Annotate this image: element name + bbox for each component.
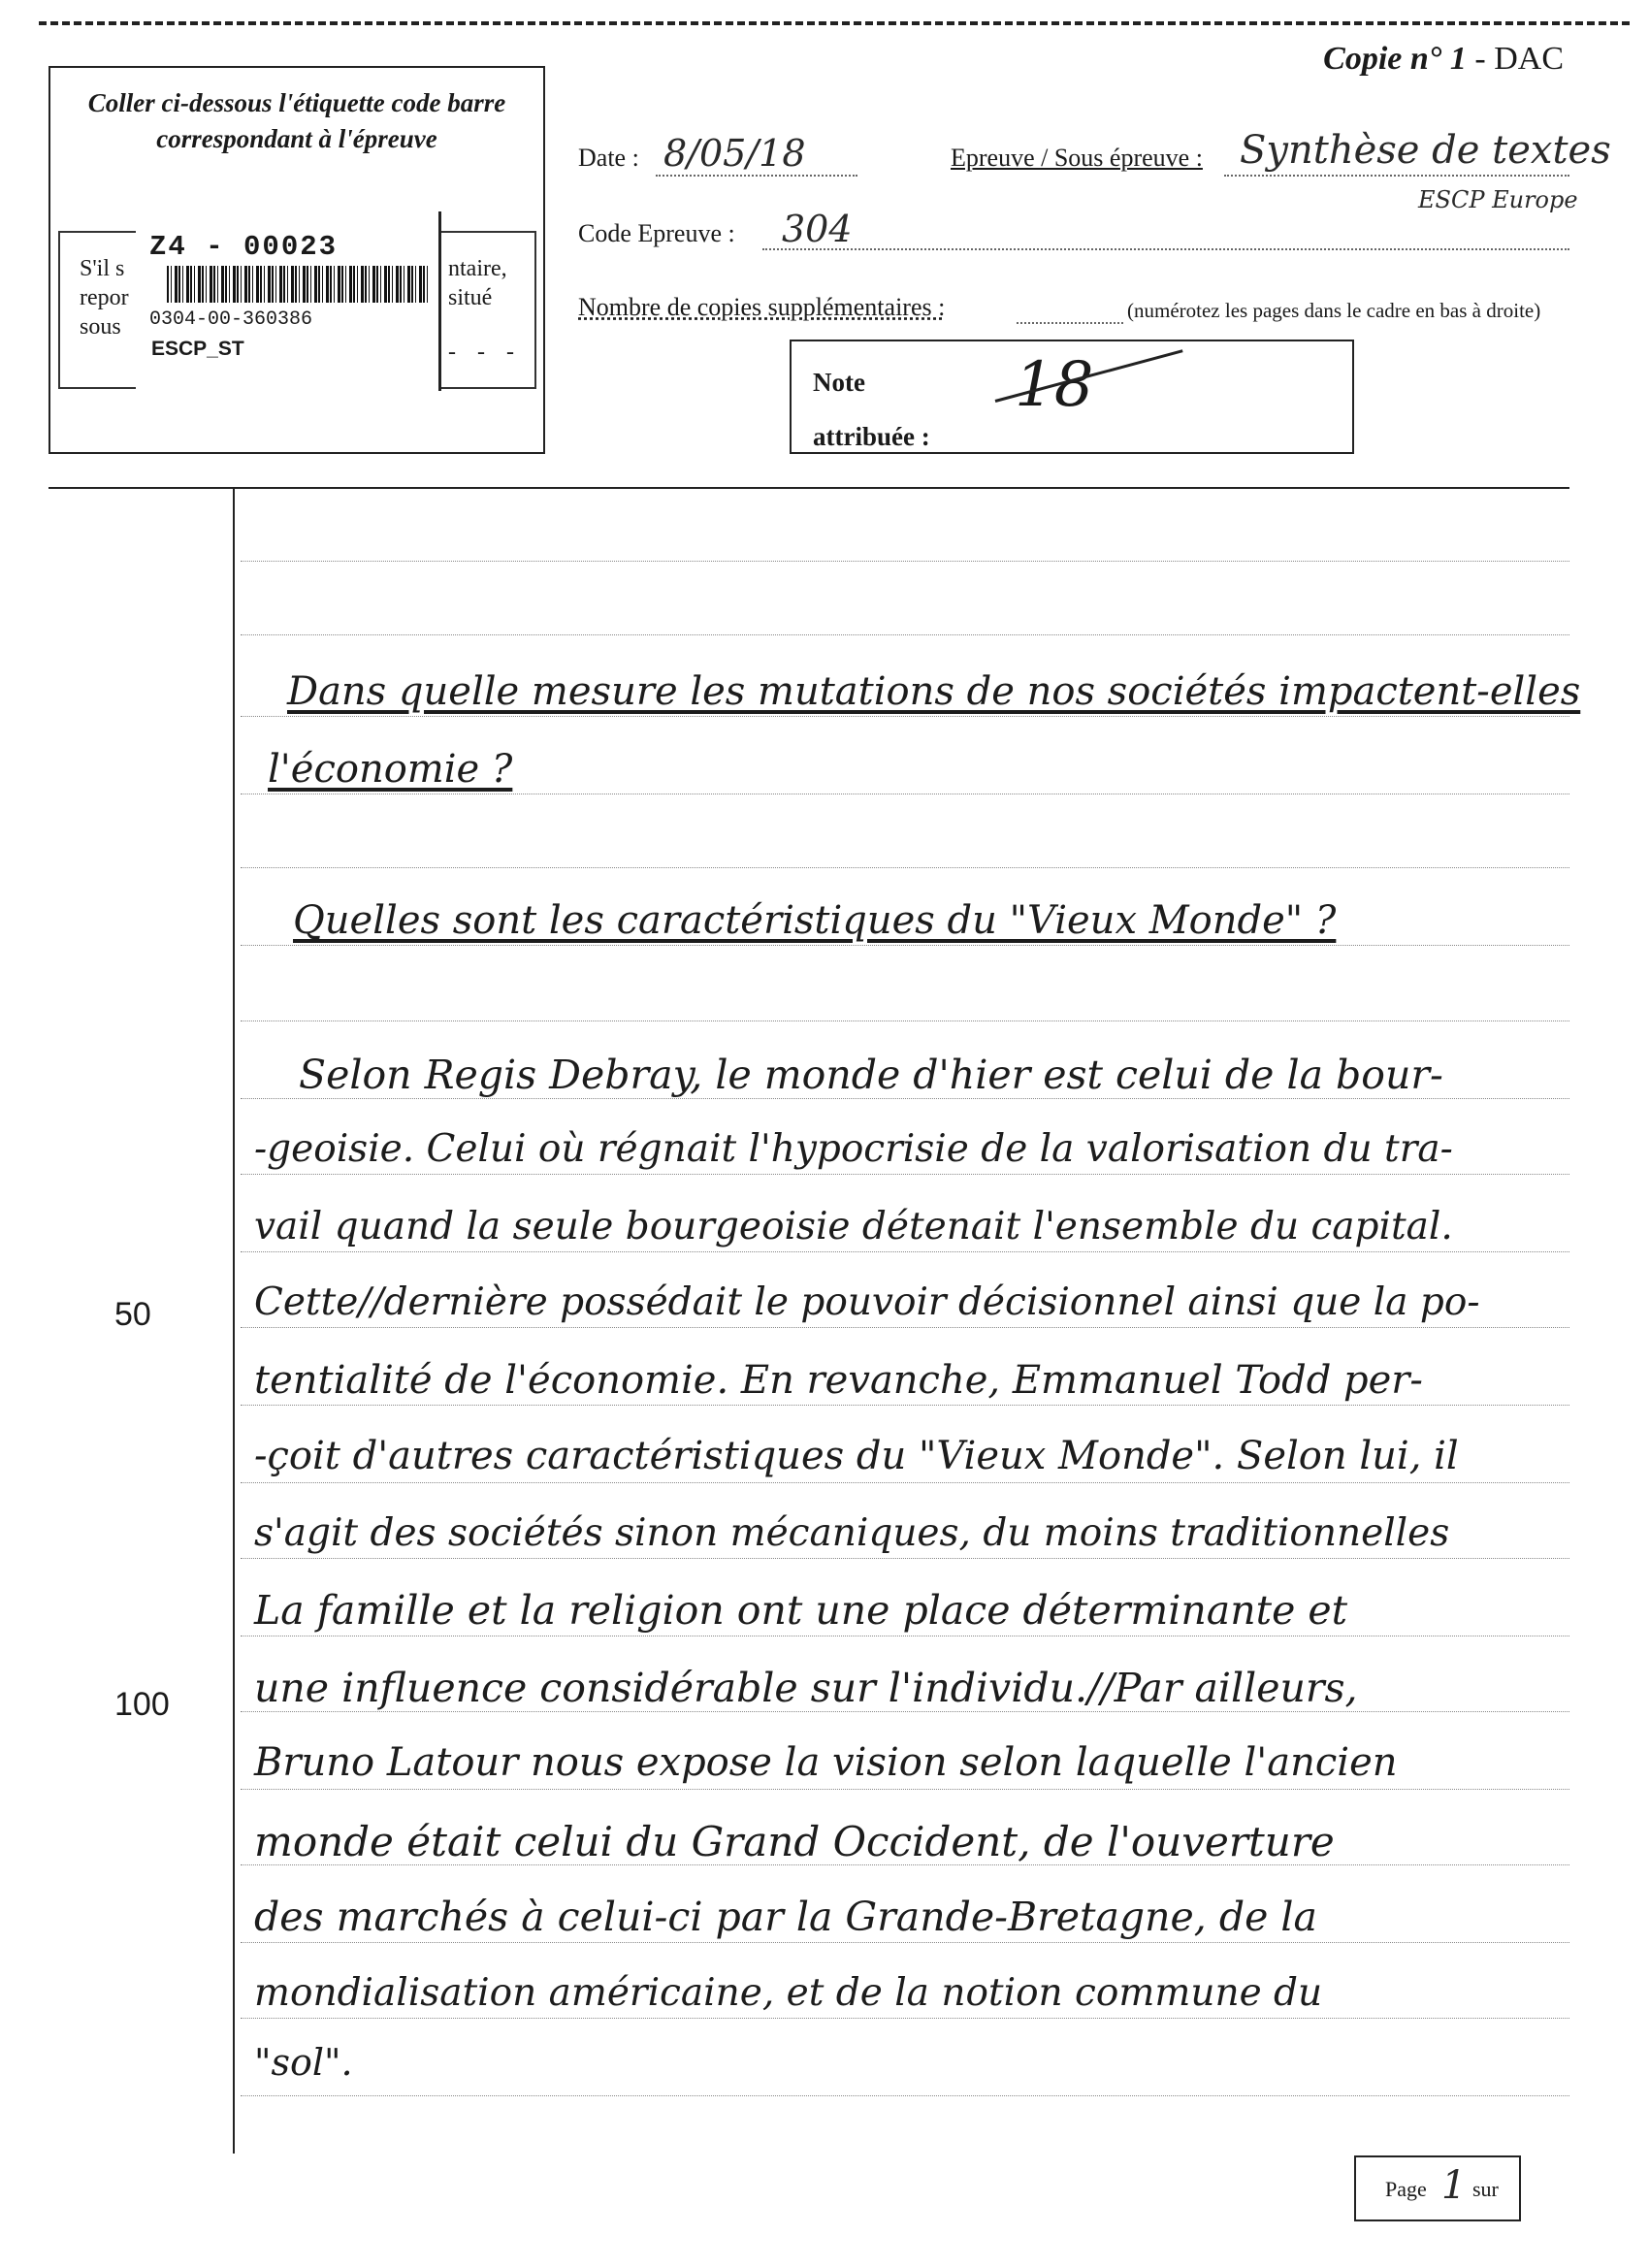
ruled-line <box>241 2018 1569 2019</box>
sur-label: sur <box>1472 2177 1499 2201</box>
essay-subtitle: Quelles sont les caractéristiques du "Vieux Monde" ? <box>293 898 1337 943</box>
essay-title-line1: Dans quelle mesure les mutations de nos sociétés impactent-elles <box>287 669 1581 714</box>
page-label: Page <box>1385 2177 1427 2201</box>
sticker-number: 0304-00-360386 <box>149 308 313 331</box>
code-dotline <box>762 248 1569 250</box>
page-number-box <box>1354 2155 1521 2221</box>
label-instructions: Coller ci-dessous l'étiquette code barre correspondant à l'épreuve <box>87 88 506 153</box>
sticker-school: ESCP_ST <box>151 338 244 360</box>
essay-line: Selon Regis Debray, le monde d'hier est celui de la bour- <box>299 1052 1443 1098</box>
ruled-line <box>241 867 1569 868</box>
essay-line: "sol". <box>254 2041 353 2084</box>
sticker-dashes: - - - <box>448 340 522 365</box>
essay-line: Bruno Latour nous expose la vision selon laquelle l'ancien <box>254 1740 1398 1785</box>
essay-line: Cette//dernière possédait le pouvoir décisionnel ainsi que la po- <box>254 1280 1480 1324</box>
code-value: 304 <box>782 208 853 250</box>
hidden-instructions-right: ntaire, situé <box>448 256 507 310</box>
ruled-line <box>241 561 1569 562</box>
page-number: 1 <box>1441 2163 1467 2208</box>
grade-box <box>790 340 1354 454</box>
margin-line <box>233 487 235 2154</box>
essay-line: mondialisation américaine, et de la notion commune du <box>254 1971 1323 2015</box>
essay-line: -geoisie. Celui où régnait l'hypocrisie de la valorisation du tra- <box>254 1127 1453 1171</box>
ruled-line <box>241 1482 1569 1483</box>
ruled-line <box>241 1711 1569 1712</box>
margin-count-50: 50 <box>114 1296 151 1333</box>
copies-label: Nombre de copies supplémentaires : <box>578 293 946 321</box>
epreuve-label: Epreuve / Sous épreuve : <box>951 144 1203 172</box>
essay-line: une influence considérable sur l'individu.//Par ailleurs, <box>254 1665 1358 1711</box>
copies-dotline <box>1017 322 1123 324</box>
epreuve-sub: ESCP Europe <box>1418 186 1578 213</box>
essay-line: La famille et la religion ont une place déterminante et <box>254 1587 1348 1634</box>
ruled-line <box>241 1558 1569 1559</box>
date-value: 8/05/18 <box>663 132 806 175</box>
ruled-line <box>241 945 1569 946</box>
ruled-line <box>241 1942 1569 1943</box>
copy-number: Copie n° 1 - DAC <box>1323 41 1564 77</box>
essay-line: tentialité de l'économie. En revanche, Emmanuel Todd per- <box>254 1358 1423 1403</box>
epreuve-dotline <box>1224 175 1569 177</box>
ruled-line <box>241 1174 1569 1175</box>
ruled-line <box>241 1789 1569 1790</box>
date-dotline <box>656 175 857 177</box>
grade-label: Note attribuée : <box>813 368 930 451</box>
ruled-line <box>241 1251 1569 1252</box>
header-separator <box>48 487 1569 489</box>
copies-note: (numérotez les pages dans le cadre en bas à droite) <box>1127 299 1541 322</box>
ruled-line <box>241 716 1569 717</box>
essay-line: s'agit des sociétés sinon mécaniques, du moins traditionnelles <box>254 1511 1450 1555</box>
margin-count-100: 100 <box>114 1686 170 1723</box>
ruled-line <box>241 634 1569 635</box>
ruled-line <box>241 1098 1569 1099</box>
essay-title-line2: l'économie ? <box>268 747 513 792</box>
hidden-instructions-left: S'il s repor sous <box>80 256 129 340</box>
essay-line: -çoit d'autres caractéristiques du "Vieux Monde". Selon lui, il <box>254 1434 1459 1478</box>
code-label: Code Epreuve : <box>578 219 735 247</box>
essay-line: monde était celui du Grand Occident, de l'ouverture <box>254 1818 1335 1865</box>
date-label: Date : <box>578 144 639 172</box>
grade-value: 18 <box>1015 349 1094 421</box>
essay-line: vail quand la seule bourgeoisie détenait l'ensemble du capital. <box>254 1205 1453 1248</box>
essay-line: des marchés à celui-ci par la Grande-Bretagne, de la <box>254 1894 1317 1940</box>
barcode-sticker <box>136 211 441 391</box>
barcode-icon <box>167 266 429 303</box>
ruled-line <box>241 1405 1569 1406</box>
epreuve-value: Synthèse de textes <box>1240 128 1611 173</box>
tear-line <box>39 21 1630 25</box>
ruled-line <box>241 2095 1569 2096</box>
ruled-line <box>241 1327 1569 1328</box>
sticker-code: Z4 - 00023 <box>149 231 339 263</box>
